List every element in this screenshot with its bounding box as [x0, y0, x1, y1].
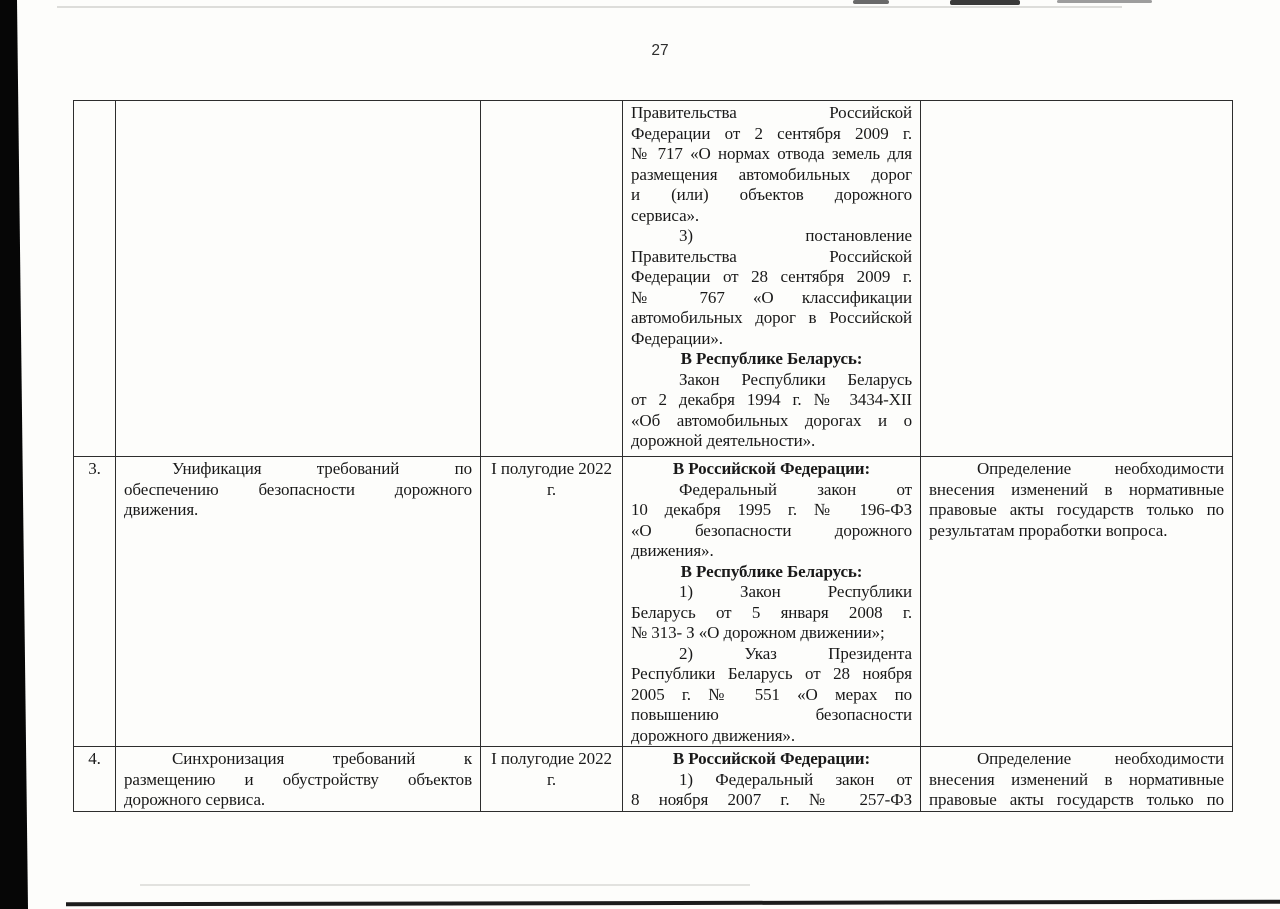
scan-artifact-mark — [1057, 0, 1152, 3]
text-line: Федерации от 2 сентября 2009 г. — [631, 123, 912, 143]
text-line: Правительства Российской — [631, 103, 912, 122]
text-line: правовые акты государств только по — [929, 500, 1224, 519]
text-line: внесения изменений в нормативные — [929, 479, 1224, 499]
section-heading-line: В Республике Беларусь: — [680, 561, 863, 581]
text-line: № 767 «О классификации — [631, 287, 912, 307]
text-line: Федерации от 28 сентября 2009 г. — [631, 267, 912, 286]
text-line: «Об автомобильных дорогах и о — [631, 410, 912, 430]
text-line: дорожной деятельности». — [631, 431, 816, 450]
text-line: 2005 г. № 551 «О мерах по — [631, 684, 912, 704]
text-line: размещения автомобильных дорог — [631, 164, 912, 184]
scan-artifact-mark — [853, 0, 889, 4]
text-line: Правительства Российской — [631, 246, 912, 266]
row-number-cell — [74, 101, 116, 457]
page-number: 27 — [651, 42, 669, 59]
text-line: 1) Федеральный закон от — [679, 769, 912, 789]
text-line: Определение необходимости — [977, 459, 1224, 478]
scan-artifact-mark — [950, 0, 1020, 5]
legal-basis-cell — [623, 457, 921, 747]
scan-artifact-bottom-line — [66, 900, 1280, 907]
text-line: № 717 «О нормах отвода земель для — [631, 144, 912, 163]
legal-basis-cell — [623, 101, 921, 457]
text-line: Унификация требований по — [172, 459, 472, 478]
result-cell — [921, 457, 1233, 747]
text-line: сервиса». — [631, 205, 700, 225]
text-line: движения. — [124, 500, 199, 519]
text-line: Федеральный закон от — [679, 479, 912, 499]
text-line: Определение необходимости — [977, 749, 1224, 768]
text-line: 3) постановление — [679, 226, 912, 245]
text-line: 2) Указ Президента — [679, 643, 912, 663]
scan-artifact-faint-line — [140, 884, 750, 886]
text-line: «О безопасности дорожного — [631, 520, 912, 540]
text-line: результатам проработки вопроса. — [929, 520, 1168, 540]
task-cell — [116, 101, 481, 457]
text-line: повышению безопасности — [631, 705, 912, 724]
text-line: 8 ноября 2007 г. № 257-ФЗ — [631, 790, 912, 809]
table-row — [74, 457, 1233, 747]
text-line: № 313- З «О дорожном движении»; — [631, 623, 885, 642]
plan-table — [73, 100, 1233, 812]
text-line: Республики Беларусь от 28 ноября — [631, 664, 912, 683]
text-line: Федерации». — [631, 328, 723, 348]
table-row — [74, 747, 1233, 812]
scan-artifact-top-line — [57, 6, 1122, 8]
text-line: и (или) объектов дорожного — [631, 185, 912, 204]
row-number-cell: 4. — [74, 747, 116, 812]
row-number-cell: 3. — [74, 457, 116, 747]
period-cell — [481, 101, 623, 457]
text-line: Синхронизация требований к — [172, 749, 472, 768]
period-cell: I полугодие 2022 г. — [481, 747, 623, 812]
text-line: движения». — [631, 541, 714, 560]
scanner-edge-bar — [0, 0, 30, 909]
section-heading-line: В Российской Федерации: — [672, 459, 871, 478]
text-line: от 2 декабря 1994 г. № 3434-XII — [631, 390, 912, 409]
text-line: дорожного сервиса. — [124, 790, 266, 809]
text-line: 10 декабря 1995 г. № 196-ФЗ — [631, 500, 912, 519]
text-line: дорожного движения». — [631, 725, 795, 745]
result-cell — [921, 101, 1233, 457]
text-line: размещению и обустройству объектов — [124, 769, 472, 789]
result-cell — [921, 747, 1233, 812]
task-cell — [116, 457, 481, 747]
section-heading-line: В Республике Беларусь: — [680, 349, 863, 368]
text-line: автомобильных дорог в Российской — [631, 308, 912, 327]
section-heading-line: В Российской Федерации: — [672, 749, 871, 768]
text-line: обеспечению безопасности дорожного — [124, 479, 472, 499]
task-cell — [116, 747, 481, 812]
legal-basis-cell — [623, 747, 921, 812]
text-line: Беларусь от 5 января 2008 г. — [631, 602, 912, 622]
period-cell: I полугодие 2022 г. — [481, 457, 623, 747]
text-line: правовые акты государств только по — [929, 790, 1224, 809]
table-body — [74, 101, 1233, 812]
text-line: 1) Закон Республики — [679, 582, 912, 601]
text-line: внесения изменений в нормативные — [929, 769, 1224, 789]
table-row — [74, 101, 1233, 457]
text-line: Закон Республики Беларусь — [679, 369, 912, 389]
